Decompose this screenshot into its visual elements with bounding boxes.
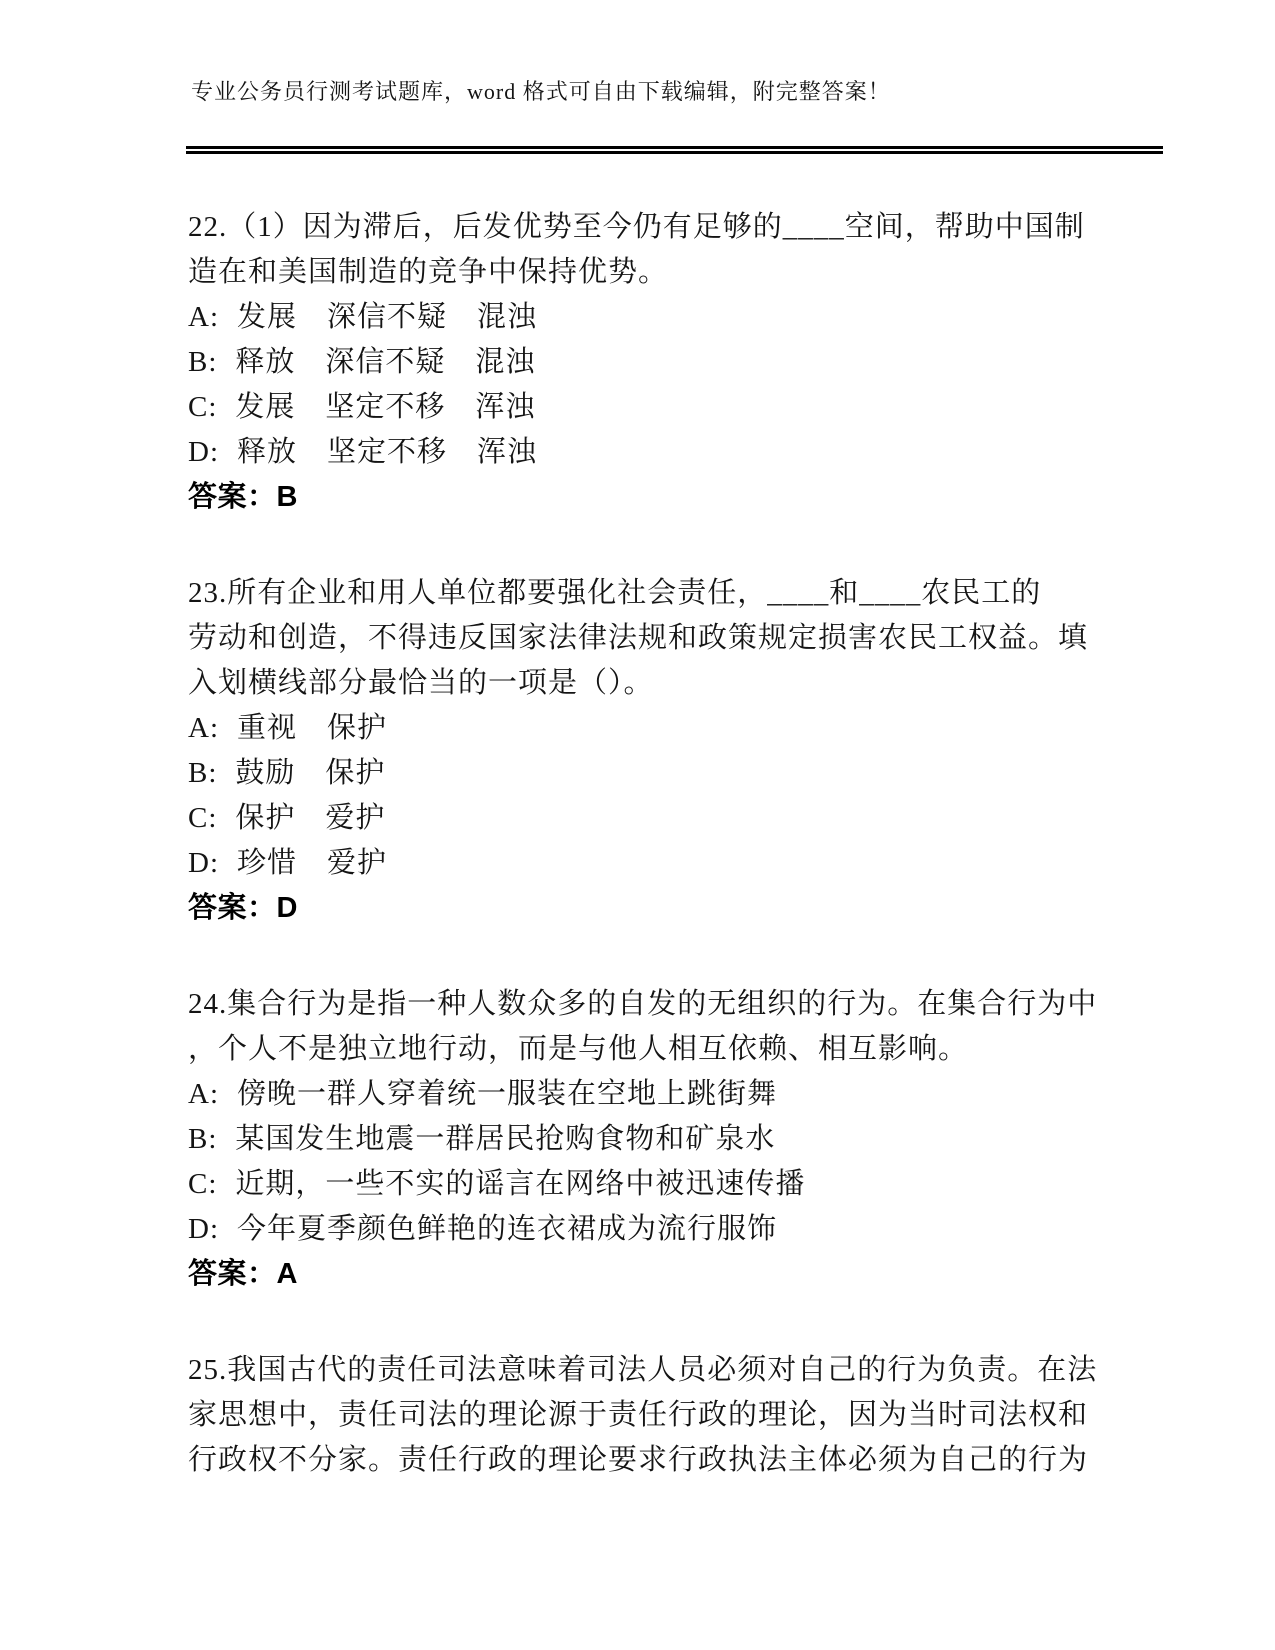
question-stem-line: 造在和美国制造的竞争中保持优势。 (188, 256, 669, 288)
option-text: 重视 保护 (237, 712, 388, 744)
answer-prefix: 答案： (188, 892, 277, 924)
answer-prefix: 答案： (188, 481, 277, 513)
header-note: 专业公务员行测考试题库，word 格式可自由下载编辑，附完整答案！ (191, 79, 891, 104)
answer-line (188, 1252, 1188, 1297)
question-block-22 (188, 205, 1188, 520)
option-row (188, 340, 1188, 385)
question-block-24 (188, 982, 1188, 1297)
option-label: D: (188, 436, 219, 468)
option-text: 今年夏季颜色鲜艳的连衣裙成为流行服饰 (237, 1213, 778, 1245)
option-row (188, 1162, 1188, 1207)
question-stem-line: 劳动和创造，不得违反国家法律法规和政策规定损害农民工权益。填 (188, 622, 1089, 654)
question-stem-line: 行政权不分家。责任行政的理论要求行政执法主体必须为自己的行为 (188, 1444, 1089, 1476)
question-stem-line: 25.我国古代的责任司法意味着司法人员必须对自己的行为负责。在法 (188, 1354, 1098, 1386)
option-row (188, 706, 1188, 751)
option-text: 发展 深信不疑 混浊 (237, 301, 538, 333)
option-row (188, 841, 1188, 886)
answer-line (188, 886, 1188, 931)
option-row (188, 385, 1188, 430)
option-text: 释放 坚定不移 浑浊 (237, 436, 538, 468)
option-text: 释放 深信不疑 混浊 (235, 346, 536, 378)
question-stem-line: ，个人不是独立地行动，而是与他人相互依赖、相互影响。 (188, 1033, 969, 1065)
option-row (188, 796, 1188, 841)
answer-line (188, 475, 1188, 520)
option-label: B: (188, 1123, 218, 1155)
option-label: B: (188, 346, 218, 378)
question-stem-line: 入划横线部分最恰当的一项是（）。 (188, 667, 654, 699)
option-row (188, 751, 1188, 796)
answer-prefix: 答案： (188, 1258, 277, 1290)
question-list (188, 205, 1188, 1534)
option-row (188, 295, 1188, 340)
option-label: A: (188, 712, 219, 744)
option-text: 近期，一些不实的谣言在网络中被迅速传播 (235, 1168, 806, 1200)
option-row (188, 1117, 1188, 1162)
option-text: 珍惜 爱护 (237, 847, 388, 879)
option-row (188, 1207, 1188, 1252)
option-text: 傍晚一群人穿着统一服装在空地上跳街舞 (237, 1078, 778, 1110)
option-row (188, 430, 1188, 475)
option-label: C: (188, 802, 218, 834)
option-label: C: (188, 1168, 218, 1200)
answer-value: B (276, 481, 298, 513)
option-text: 鼓励 保护 (235, 757, 386, 789)
question-block-23 (188, 571, 1188, 931)
option-label: A: (188, 301, 219, 333)
header-divider (186, 146, 1163, 154)
option-text: 保护 爱护 (235, 802, 386, 834)
option-text: 某国发生地震一群居民抢购食物和矿泉水 (235, 1123, 776, 1155)
option-label: A: (188, 1078, 219, 1110)
option-label: D: (188, 1213, 219, 1245)
option-label: C: (188, 391, 218, 423)
question-stem-line: 22.（1）因为滞后，后发优势至今仍有足够的____空间，帮助中国制 (188, 211, 1085, 243)
question-block-25 (188, 1348, 1188, 1483)
question-stem-line: 24.集合行为是指一种人数众多的自发的无组织的行为。在集合行为中 (188, 988, 1098, 1020)
option-text: 发展 坚定不移 浑浊 (235, 391, 536, 423)
answer-value: D (276, 892, 298, 924)
answer-value: A (276, 1258, 298, 1290)
question-stem-line: 家思想中，责任司法的理论源于责任行政的理论，因为当时司法权和 (188, 1399, 1089, 1431)
question-stem-line: 23.所有企业和用人单位都要强化社会责任，____和____农民工的 (188, 577, 1042, 609)
option-label: D: (188, 847, 219, 879)
option-row (188, 1072, 1188, 1117)
option-label: B: (188, 757, 218, 789)
